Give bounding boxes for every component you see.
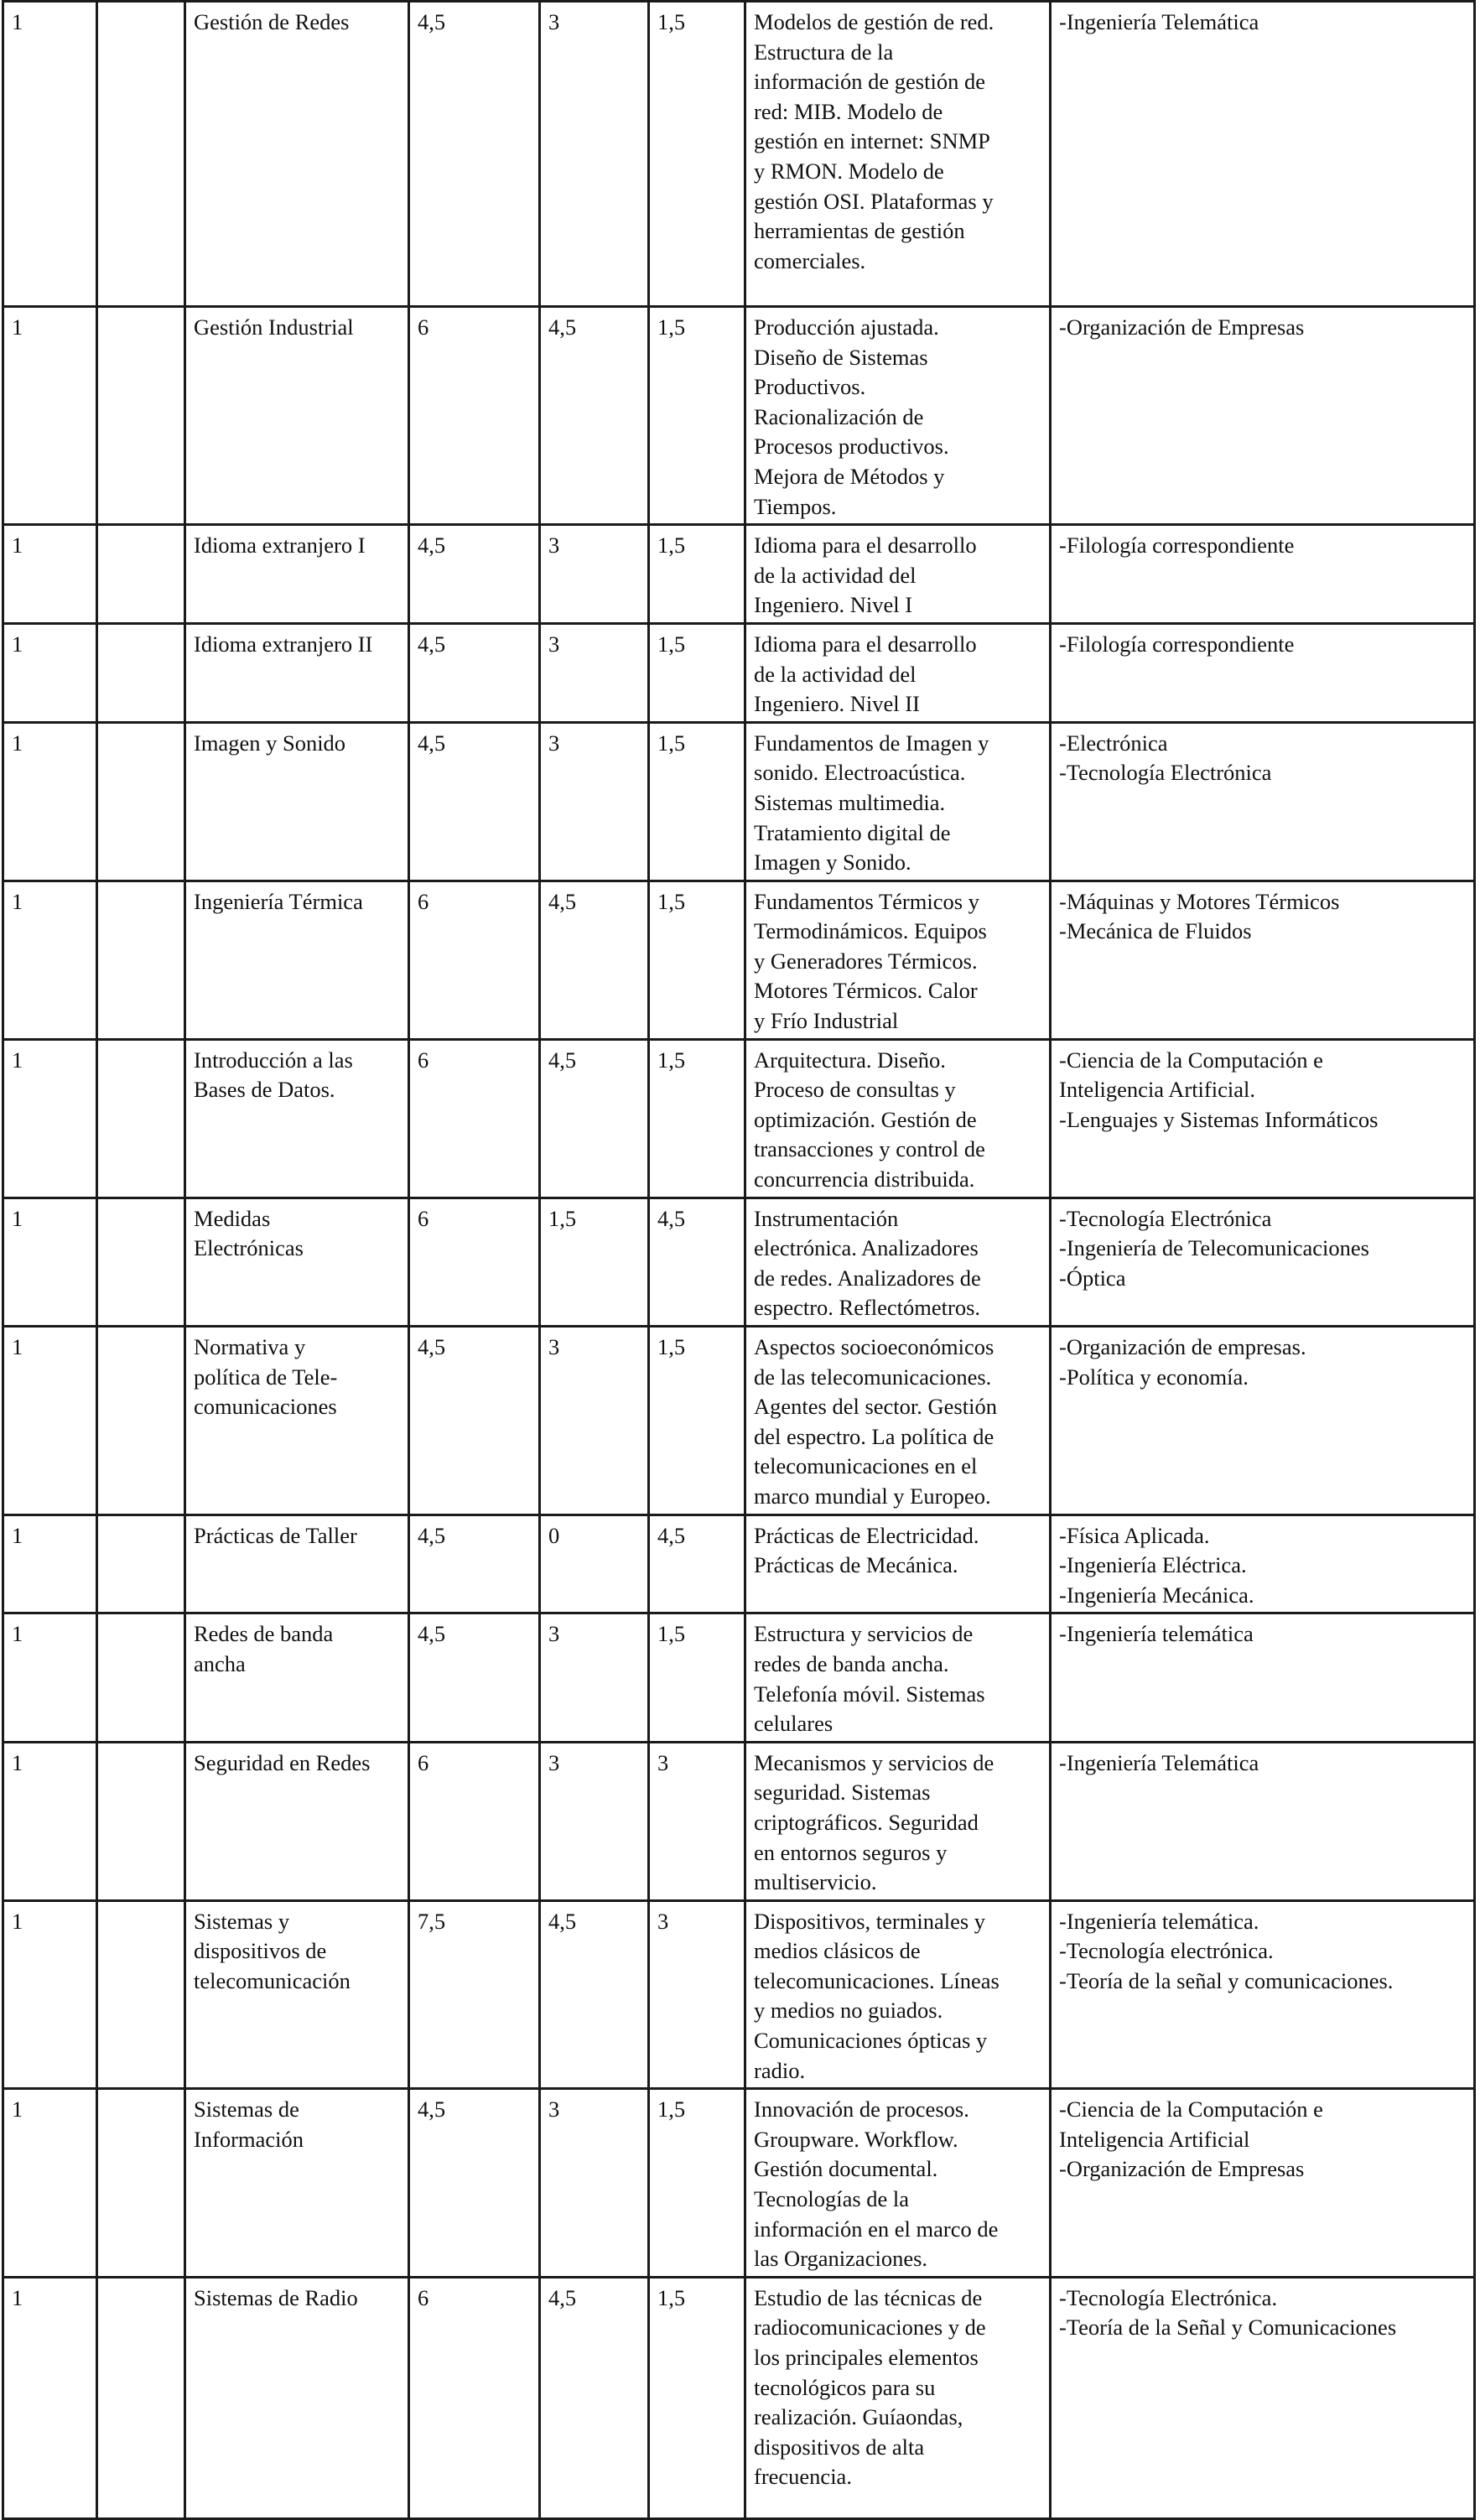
table-row [3,722,1475,881]
text-line: Redes de banda [194,1621,334,1647]
credits-cell: 6 [409,307,540,525]
text-line: Seguridad en Redes [194,1749,371,1775]
subject-cell [185,1613,409,1742]
text-line: Inteligencia Artificial [1059,2126,1250,2152]
blank-cell [97,1198,185,1326]
text-line: Sistemas de [194,2097,299,2123]
blank-cell [97,2277,185,2518]
course-cell: 1 [3,525,97,624]
text-line: Motores Térmicos. Calor [754,978,978,1004]
text-line: -Organización de empresas. [1059,1334,1306,1359]
text-line: dispositivos de alta [754,2434,925,2460]
course-cell: 1 [3,2277,97,2518]
theory-cell: 4,5 [540,1900,649,2089]
content-cell [745,1742,1051,1900]
text-line: -Ingeniería Eléctrica. [1059,1552,1247,1578]
text-line: Agentes del sector. Gestión [754,1394,997,1420]
text-line: los principales elementos [754,2345,979,2370]
content-cell [745,1515,1051,1613]
table-row [3,2,1475,307]
subject-cell [185,881,409,1039]
practical-cell: 1,5 [649,2,745,307]
course-cell: 1 [3,1900,97,2089]
text-line: Sistemas multimedia. [754,789,946,815]
subject-cell [185,1327,409,1515]
blank-cell [97,1613,185,1742]
text-line: -Ingeniería de Telecomunicaciones [1059,1235,1369,1261]
credits-cell: 4,5 [409,1515,540,1613]
table-row [3,307,1475,525]
areas-cell [1051,1039,1475,1198]
text-line: Estructura y servicios de [754,1621,974,1647]
text-line: Ingeniero. Nivel II [754,691,920,717]
practical-cell: 1,5 [649,881,745,1039]
text-line: -Ingeniería Mecánica. [1059,1582,1254,1608]
subject-cell [185,623,409,722]
theory-cell: 3 [540,2,649,307]
subject-cell [185,1742,409,1900]
table-row [3,881,1475,1039]
table-row [3,525,1475,624]
text-line: política de Tele- [194,1364,338,1390]
theory-cell: 4,5 [540,307,649,525]
theory-cell: 1,5 [540,1198,649,1326]
text-line: Mecanismos y servicios de [754,1749,994,1775]
practical-cell: 1,5 [649,623,745,722]
text-line: telecomunicación [194,1967,351,1993]
blank-cell [97,623,185,722]
text-line: transacciones y control de [754,1136,985,1162]
practical-cell: 1,5 [649,2089,745,2278]
text-line: Innovación de procesos. [754,2097,969,2123]
text-line: de la actividad del [754,562,917,588]
content-cell [745,307,1051,525]
practical-cell: 1,5 [649,1327,745,1515]
text-line: Estudio de las técnicas de [754,2284,983,2310]
content-cell [745,881,1051,1039]
text-line: y RMON. Modelo de [754,158,944,184]
content-cell [745,1613,1051,1742]
theory-cell: 3 [540,1327,649,1515]
text-line: -Teoría de la señal y comunicaciones. [1059,1967,1394,1993]
text-line: Tratamiento digital de [754,819,951,845]
theory-cell: 3 [540,1613,649,1742]
blank-cell [97,2,185,307]
credits-cell: 4,5 [409,623,540,722]
text-line: celulares [754,1711,833,1737]
text-line: gestión en internet: SNMP [754,128,990,154]
text-line: telecomunicaciones. Líneas [754,1967,1000,1993]
text-line: -Filología correspondiente [1059,631,1295,657]
content-cell [745,1039,1051,1198]
text-line: Prácticas de Mecánica. [754,1552,958,1578]
subject-cell [185,2277,409,2518]
text-line: -Ingeniería Telemática [1059,1749,1259,1775]
text-line: -Tecnología Electrónica [1059,1205,1272,1231]
text-line: Racionalización de [754,403,924,429]
credits-cell: 7,5 [409,1900,540,2089]
text-line: Medidas [194,1205,271,1231]
text-line: Telefonía móvil. Sistemas [754,1681,985,1707]
subject-cell [185,1515,409,1613]
text-line: Aspectos socioeconómicos [754,1334,994,1359]
text-line: Tiempos. [754,493,837,519]
course-cell: 1 [3,623,97,722]
areas-cell [1051,1613,1475,1742]
text-line: Tecnologías de la [754,2186,910,2212]
text-line: -Ingeniería telemática [1059,1621,1254,1647]
table-row [3,623,1475,722]
blank-cell [97,722,185,881]
theory-cell: 3 [540,2089,649,2278]
text-line: Gestión documental. [754,2156,938,2182]
text-line: -Óptica [1059,1265,1126,1291]
text-line: ancha [194,1650,246,1676]
course-cell: 1 [3,2,97,307]
text-line: radio. [754,2057,806,2083]
table-row [3,2277,1475,2518]
text-line: multiservicio. [754,1869,877,1895]
practical-cell: 3 [649,1742,745,1900]
text-line: tecnológicos para su [754,2374,936,2400]
text-line: Comunicaciones ópticas y [754,2028,988,2054]
credits-cell: 4,5 [409,2089,540,2278]
content-cell [745,2089,1051,2278]
text-line: Procesos productivos. [754,434,949,460]
course-cell: 1 [3,1515,97,1613]
table-row [3,1515,1475,1613]
table-row [3,1039,1475,1198]
text-line: -Ingeniería telemática. [1059,1908,1259,1934]
course-cell: 1 [3,1742,97,1900]
text-line: realización. Guíaondas, [754,2404,963,2430]
text-line: Normativa y [194,1334,306,1359]
text-line: Introducción a las [194,1047,353,1073]
text-line: las Organizaciones. [754,2246,928,2272]
table-row [3,1900,1475,2089]
text-line: seguridad. Sistemas [754,1780,931,1806]
areas-cell [1051,623,1475,722]
blank-cell [97,2089,185,2278]
credits-cell: 6 [409,1039,540,1198]
text-line: Productivos. [754,374,866,400]
text-line: radiocomunicaciones y de [754,2315,986,2341]
text-line: Dispositivos, terminales y [754,1908,986,1934]
text-line: Producción ajustada. [754,314,939,340]
practical-cell: 3 [649,1900,745,2089]
course-cell: 1 [3,722,97,881]
practical-cell: 1,5 [649,722,745,881]
text-line: Ingeniería Térmica [194,888,363,914]
text-line: Termodinámicos. Equipos [754,918,987,944]
credits-cell: 6 [409,1198,540,1326]
course-cell: 1 [3,1198,97,1326]
text-line: Inteligencia Artificial. [1059,1077,1255,1103]
content-cell [745,722,1051,881]
text-line: Mejora de Métodos y [754,463,945,489]
subject-cell [185,722,409,881]
subject-cell [185,2089,409,2278]
text-line: y Frío Industrial [754,1008,899,1034]
text-line: Sistemas y [194,1908,290,1934]
table-body [3,2,1475,2519]
theory-cell: 3 [540,623,649,722]
blank-cell [97,1742,185,1900]
practical-cell: 4,5 [649,1198,745,1326]
areas-cell [1051,1900,1475,2089]
text-line: -Política y economía. [1059,1364,1249,1390]
text-line: Idioma para el desarrollo [754,533,977,559]
credits-cell: 6 [409,2277,540,2518]
text-line: del espectro. La política de [754,1423,994,1449]
theory-cell: 4,5 [540,1039,649,1198]
table-row [3,2089,1475,2278]
credits-cell: 4,5 [409,1613,540,1742]
areas-cell [1051,2089,1475,2278]
blank-cell [97,525,185,624]
blank-cell [97,307,185,525]
text-line: Imagen y Sonido [194,730,346,756]
text-line: -Filología correspondiente [1059,533,1295,559]
text-line: de las telecomunicaciones. [754,1364,992,1390]
credits-cell: 6 [409,881,540,1039]
blank-cell [97,881,185,1039]
text-line: Idioma extranjero I [194,533,366,559]
theory-cell: 3 [540,525,649,624]
text-line: de redes. Analizadores de [754,1265,981,1291]
text-line: información en el marco de [754,2216,999,2242]
subject-cell [185,1039,409,1198]
content-cell [745,525,1051,624]
text-line: y medios no guiados. [754,1998,943,2024]
subject-cell [185,1198,409,1326]
text-line: Groupware. Workflow. [754,2126,958,2152]
areas-cell [1051,307,1475,525]
content-cell [745,1198,1051,1326]
text-line: -Tecnología electrónica. [1059,1938,1274,1964]
text-line: -Máquinas y Motores Térmicos [1059,888,1340,914]
subject-cell [185,2,409,307]
text-line: concurrencia distribuida. [754,1166,975,1192]
text-line: y Generadores Térmicos. [754,948,978,974]
course-cell: 1 [3,2089,97,2278]
theory-cell: 4,5 [540,881,649,1039]
text-line: -Lenguajes y Sistemas Informáticos [1059,1106,1379,1132]
areas-cell [1051,722,1475,881]
practical-cell: 1,5 [649,1613,745,1742]
text-line: -Tecnología Electrónica. [1059,2284,1278,2310]
areas-cell [1051,1742,1475,1900]
course-cell: 1 [3,1327,97,1515]
text-line: Instrumentación [754,1205,899,1231]
text-line: -Teoría de la Señal y Comunicaciones [1059,2315,1397,2341]
course-cell: 1 [3,881,97,1039]
text-line: gestión OSI. Plataformas y [754,188,994,214]
text-line: herramientas de gestión [754,218,965,244]
text-line: Gestión Industrial [194,314,354,340]
text-line: Bases de Datos. [194,1077,335,1103]
text-line: electrónica. Analizadores [754,1235,979,1261]
practical-cell: 4,5 [649,1515,745,1613]
text-line: Arquitectura. Diseño. [754,1047,946,1073]
text-line: criptográficos. Seguridad [754,1809,979,1835]
text-line: en entornos seguros y [754,1839,948,1865]
text-line: comunicaciones [194,1394,337,1420]
credits-cell: 4,5 [409,722,540,881]
text-line: Estructura de la [754,39,894,65]
blank-cell [97,1039,185,1198]
text-line: medios clásicos de [754,1938,921,1964]
text-line: dispositivos de [194,1938,327,1964]
text-line: marco mundial y Europeo. [754,1483,991,1509]
text-line: comerciales. [754,247,866,273]
text-line: redes de banda ancha. [754,1650,949,1676]
text-line: Prácticas de Taller [194,1522,357,1548]
text-line: Imagen y Sonido. [754,850,911,876]
text-line: telecomunicaciones en el [754,1453,978,1479]
text-line: -Electrónica [1059,730,1168,756]
practical-cell: 1,5 [649,1039,745,1198]
text-line: -Mecánica de Fluidos [1059,918,1252,944]
areas-cell [1051,1327,1475,1515]
text-line: -Ingeniería Telemática [1059,9,1259,34]
content-cell [745,1327,1051,1515]
text-line: -Ciencia de la Computación e [1059,1047,1323,1073]
text-line: espectro. Reflectómetros. [754,1295,981,1321]
subject-cell [185,1900,409,2089]
theory-cell: 3 [540,1742,649,1900]
text-line: Proceso de consultas y [754,1077,956,1103]
course-cell: 1 [3,1613,97,1742]
subject-cell [185,525,409,624]
areas-cell [1051,881,1475,1039]
text-line: Electrónicas [194,1235,304,1261]
course-cell: 1 [3,1039,97,1198]
text-line: Sistemas de Radio [194,2284,358,2310]
text-line: Prácticas de Electricidad. [754,1522,979,1548]
practical-cell: 1,5 [649,307,745,525]
text-line: Idioma para el desarrollo [754,631,977,657]
text-line: Fundamentos Térmicos y [754,888,979,914]
course-cell: 1 [3,307,97,525]
credits-cell: 6 [409,1742,540,1900]
text-line: -Organización de Empresas [1059,2156,1305,2182]
content-cell [745,2,1051,307]
text-line: Idioma extranjero II [194,631,373,657]
theory-cell: 3 [540,722,649,881]
blank-cell [97,1515,185,1613]
blank-cell [97,1327,185,1515]
text-line: información de gestión de [754,69,985,95]
text-line: Ingeniero. Nivel I [754,592,913,618]
table-row [3,1327,1475,1515]
text-line: frecuencia. [754,2464,852,2490]
text-line: Gestión de Redes [194,9,350,34]
text-line: Diseño de Sistemas [754,344,928,370]
areas-cell [1051,2,1475,307]
areas-cell [1051,2277,1475,2518]
practical-cell: 1,5 [649,2277,745,2518]
theory-cell: 0 [540,1515,649,1613]
text-line: Modelos de gestión de red. [754,9,994,34]
content-cell [745,1900,1051,2089]
table-row [3,1613,1475,1742]
text-line: sonido. Electroacústica. [754,760,966,786]
content-cell [745,2277,1051,2518]
text-line: -Física Aplicada. [1059,1522,1210,1548]
credits-cell: 4,5 [409,1327,540,1515]
table-row [3,1742,1475,1900]
text-line: Información [194,2126,304,2152]
subject-cell [185,307,409,525]
areas-cell [1051,1198,1475,1326]
text-line: Fundamentos de Imagen y [754,730,989,756]
text-line: -Organización de Empresas [1059,314,1305,340]
theory-cell: 4,5 [540,2277,649,2518]
text-line: -Ciencia de la Computación e [1059,2097,1323,2123]
practical-cell: 1,5 [649,525,745,624]
text-line: optimización. Gestión de [754,1106,977,1132]
content-cell [745,623,1051,722]
areas-cell [1051,1515,1475,1613]
blank-cell [97,1900,185,2089]
text-line: red: MIB. Modelo de [754,98,943,124]
credits-cell: 4,5 [409,2,540,307]
areas-cell [1051,525,1475,624]
text-line: de la actividad del [754,661,917,687]
credits-cell: 4,5 [409,525,540,624]
curriculum-table [2,0,1476,2520]
table-row [3,1198,1475,1326]
text-line: -Tecnología Electrónica [1059,760,1272,786]
